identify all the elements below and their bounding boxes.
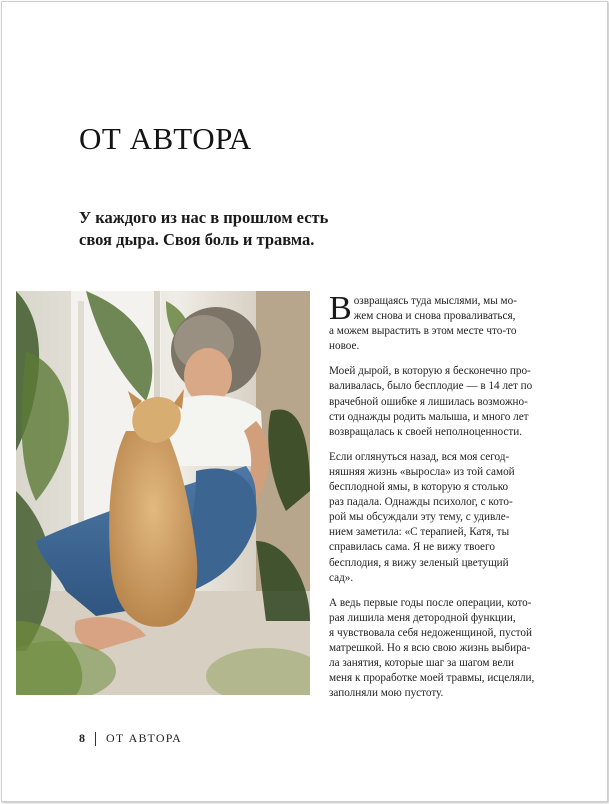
text-line: я чувствовала себя недоженщиной, пустой xyxy=(329,626,532,639)
text-line: справилась сама. Я не вижу твоего xyxy=(329,541,495,554)
page-number: 8 xyxy=(79,731,85,745)
text-line: бесплодия, я вижу зеленый цветущий xyxy=(329,556,509,569)
text-line: няшняя жизнь «выросла» из той самой xyxy=(329,465,515,478)
text-line: Если оглянуться назад, вся моя сегод- xyxy=(329,450,510,463)
author-photo xyxy=(16,291,310,695)
lead-quote xyxy=(79,207,379,251)
text-line: озвращаясь туда мыслями, мы мо- xyxy=(353,295,517,307)
text-line: нием заметила: «С терапией, Катя, ты xyxy=(329,526,510,539)
book-page xyxy=(1,1,608,802)
text-line: а можем вырастить в этом месте что-то xyxy=(329,325,517,338)
paragraph-1 xyxy=(329,290,549,354)
running-title: ОТ АВТОРА xyxy=(106,731,182,745)
text-line: меня к проработке моей травмы, исцеляли, xyxy=(329,672,535,685)
text-line: Моей дырой, в которую я бесконечно про- xyxy=(329,365,531,378)
body-text xyxy=(329,290,549,711)
text-line: раз падала. Однажды психолог, с кото- xyxy=(329,496,513,509)
lead-line: У каждого из нас в прошлом есть xyxy=(79,208,329,227)
section-title: ОТ АВТОРА xyxy=(79,121,252,156)
text-line: рой мы обсуждали эту тему, с удивле- xyxy=(329,511,510,524)
text-line: валивалась, было бесплодие — в 14 лет по xyxy=(329,380,533,393)
text-line: врачебной ошибке я лишилась возможно- xyxy=(329,395,528,408)
drop-cap: В xyxy=(329,290,352,327)
text-line: сад». xyxy=(329,571,354,584)
footer-divider xyxy=(95,732,96,746)
page-footer xyxy=(79,731,182,746)
text-line: рая лишила меня детородной функции, xyxy=(329,611,516,624)
text-line: новое. xyxy=(329,340,360,353)
text-line: возвращалась к своей неполноценности. xyxy=(329,425,523,438)
text-line: бесплодной ямы, в которую я столько xyxy=(329,481,509,494)
paragraph-4 xyxy=(329,596,549,702)
text-line: А ведь первые годы после операции, кото- xyxy=(329,596,532,609)
text-line: сти однажды родить малыша, и много лет xyxy=(329,410,529,423)
text-line: матрешкой. Но я всю свою жизнь выбира- xyxy=(329,641,531,654)
text-line: заполняли мою пустоту. xyxy=(329,687,444,700)
lead-line: своя дыра. Своя боль и травма. xyxy=(79,230,315,249)
text-line: ла занятия, которые шаг за шагом вели xyxy=(329,657,515,670)
text-line: жем снова и снова проваливаться, xyxy=(353,310,516,323)
paragraph-3 xyxy=(329,450,549,586)
author-with-dog-photo-icon xyxy=(16,291,310,695)
paragraph-2 xyxy=(329,364,549,439)
